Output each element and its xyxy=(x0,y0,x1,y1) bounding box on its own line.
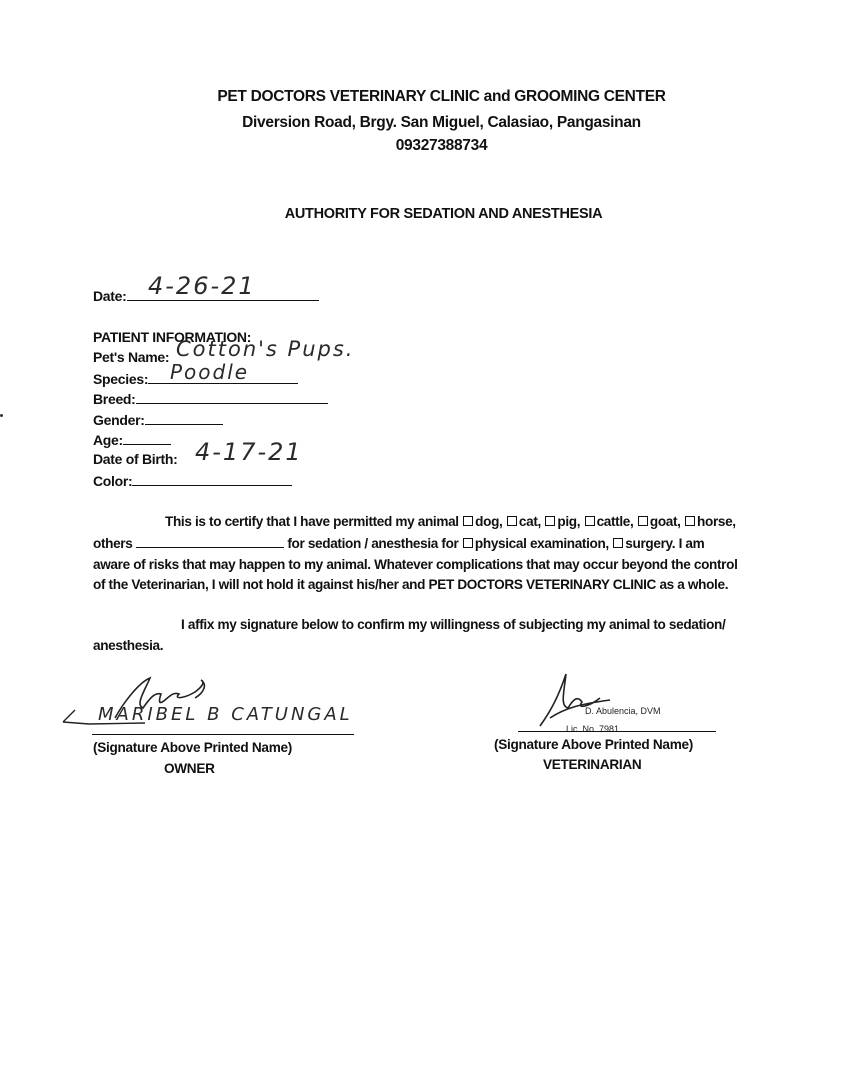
option-surgery: surgery. xyxy=(625,535,676,551)
vet-signature-line xyxy=(518,731,716,732)
checkbox-cat xyxy=(507,516,517,526)
option-goat: goat, xyxy=(649,514,681,529)
color-field xyxy=(93,471,292,489)
form-title: AUTHORITY FOR SEDATION AND ANESTHESIA xyxy=(284,206,603,222)
breed-label: Breed: xyxy=(93,391,136,407)
dob-value: 4-17-21 xyxy=(195,438,303,466)
date-value: 4-26-21 xyxy=(148,272,256,300)
vet-stamp-name: D. Abulencia, DVM xyxy=(585,706,661,716)
checkbox-goat xyxy=(638,516,648,526)
consent-paragraph xyxy=(93,512,743,596)
gender-label: Gender: xyxy=(93,412,145,428)
date-label: Date: xyxy=(93,288,127,304)
breed-line xyxy=(136,389,328,404)
checkbox-dog xyxy=(463,516,473,526)
vet-role: VETERINARIAN xyxy=(543,757,642,772)
clinic-name: PET DOCTORS VETERINARY CLINIC and GROOMING CENTER xyxy=(217,88,666,105)
checkbox-cattle xyxy=(585,516,595,526)
option-cat: cat, xyxy=(518,514,541,529)
age-field xyxy=(93,430,171,448)
species-value: Poodle xyxy=(170,360,250,384)
pets-name-label: Pet's Name: xyxy=(93,349,170,365)
option-dog: dog, xyxy=(475,514,503,529)
affirm-text: I affix my signature below to confirm my willingness of subjecting my animal to sedation/ anesthesia. xyxy=(93,617,726,653)
scan-speck xyxy=(0,414,3,417)
age-label: Age: xyxy=(93,432,123,448)
option-physical-exam: physical examination, xyxy=(474,535,609,551)
affirm-paragraph xyxy=(93,615,743,657)
option-cattle: cattle, xyxy=(596,514,634,529)
breed-field xyxy=(93,389,328,407)
owner-role: OWNER xyxy=(164,761,215,776)
checkbox-surgery xyxy=(613,538,623,548)
owner-signature-line xyxy=(92,734,354,735)
patient-section-label: PATIENT INFORMATION: xyxy=(93,329,252,345)
owner-printed-name: MARIBEL B CATUNGAL xyxy=(98,704,353,725)
consent-text-c: I am aware of risks that may happen to my animal. Whatever complications that may occur beyond the control of the Veterinarian, I will not hold it against his/her and PET DOCTORS VETERINARY CLINIC as a whole. xyxy=(93,535,738,593)
checkbox-physical xyxy=(463,538,473,548)
gender-field xyxy=(93,410,223,428)
clinic-address: Diversion Road, Brgy. San Miguel, Calasiao, Pangasinan xyxy=(242,114,641,131)
consent-text-b: for sedation / anesthesia for xyxy=(287,535,459,551)
vet-stamp-license: Lic. No. 7981 xyxy=(566,724,620,734)
vet-signature-label: (Signature Above Printed Name) xyxy=(494,737,693,752)
option-pig: pig, xyxy=(557,514,581,529)
color-line xyxy=(132,471,292,486)
option-horse-others: horse, others xyxy=(93,514,736,551)
species-label: Species: xyxy=(93,371,149,387)
color-label: Color: xyxy=(93,473,133,489)
owner-signature-label: (Signature Above Printed Name) xyxy=(93,740,292,755)
others-line xyxy=(136,533,284,548)
gender-line xyxy=(145,410,223,425)
clinic-phone: 09327388734 xyxy=(395,137,488,154)
pets-name-field xyxy=(93,349,169,365)
dob-field xyxy=(93,451,177,467)
checkbox-pig xyxy=(545,516,555,526)
dob-label: Date of Birth: xyxy=(93,451,178,467)
pets-name-value: Cotton's Pups. xyxy=(176,337,355,361)
consent-text-a: This is to certify that I have permitted my animal xyxy=(165,514,459,529)
age-line xyxy=(123,430,171,445)
checkbox-horse xyxy=(685,516,695,526)
